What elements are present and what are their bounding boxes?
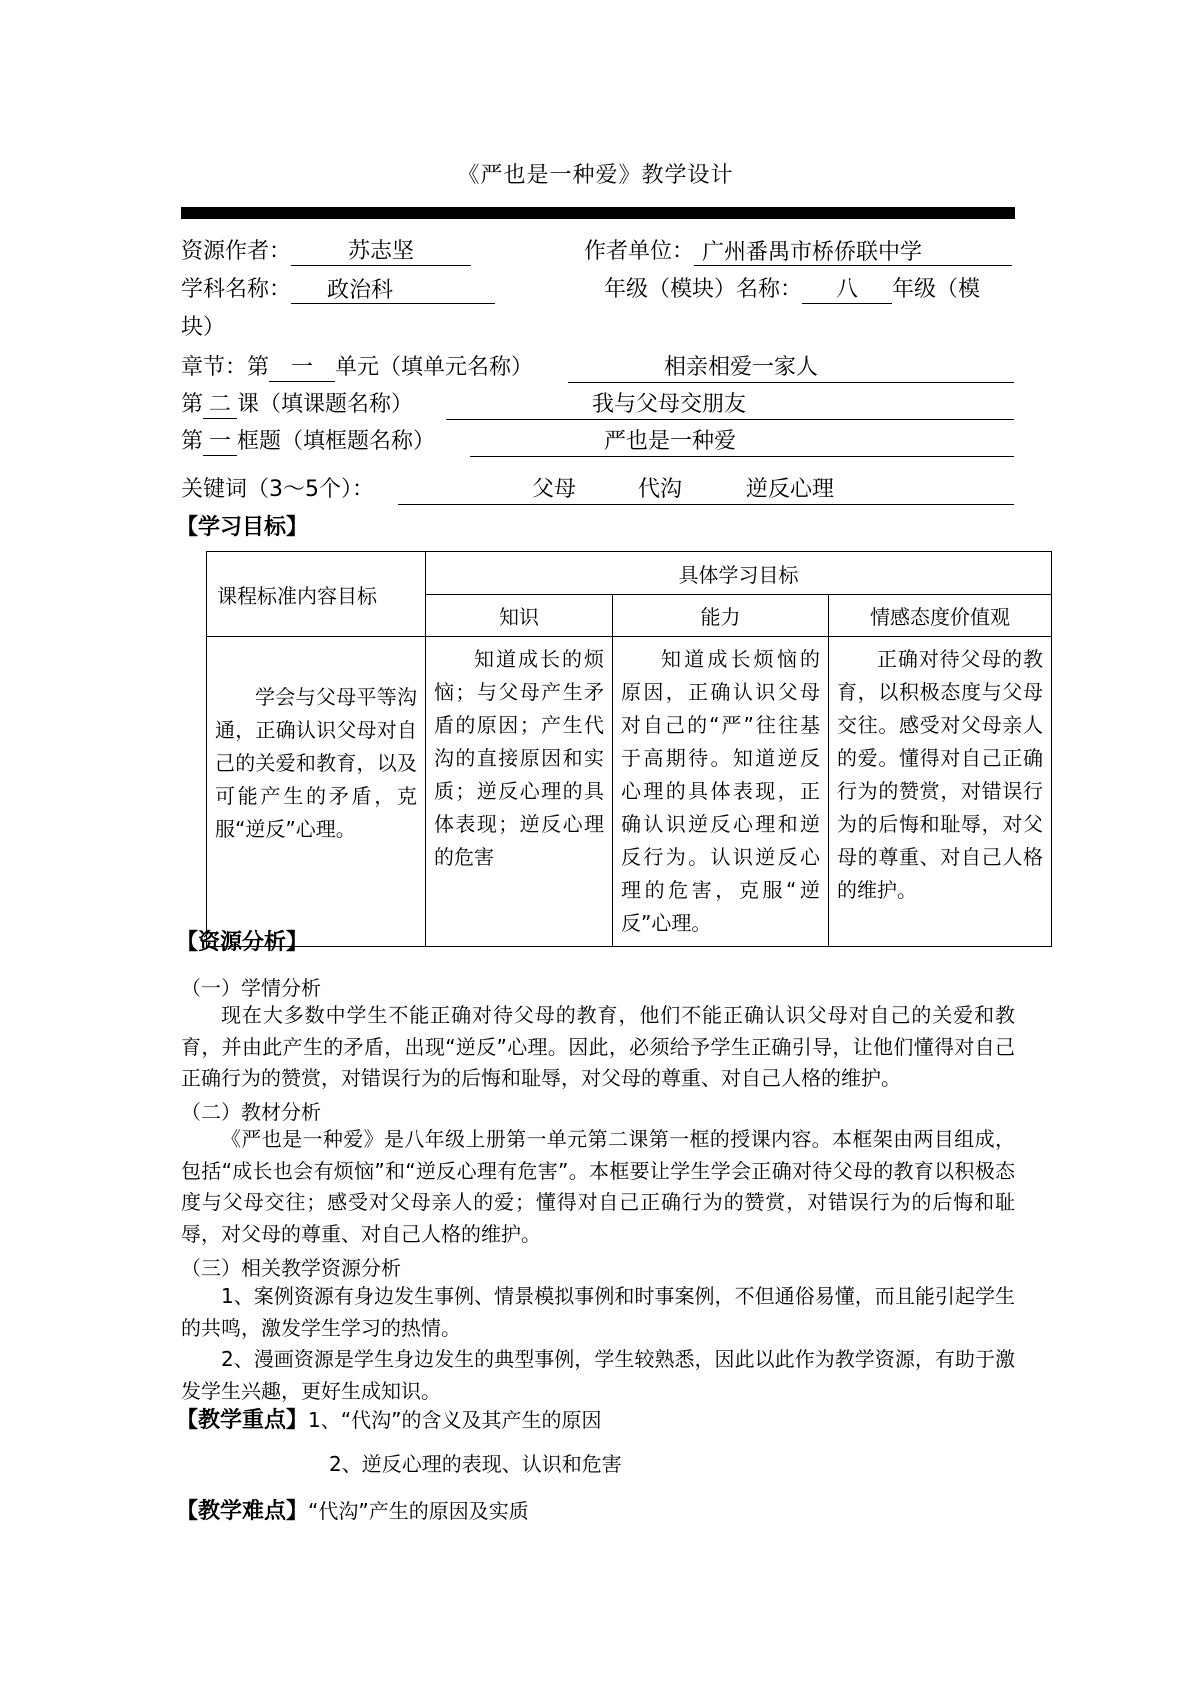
- difficulty-text: “代沟”产生的原因及实质: [308, 1499, 529, 1523]
- keyword-3: 逆反心理: [746, 477, 835, 502]
- goals-heading: 【学习目标】: [176, 515, 309, 540]
- keywords-label: 关键词（3～5个）：: [181, 477, 374, 502]
- frame-name: 严也是一种爱: [604, 429, 737, 454]
- analysis-s3-p1: 1、案例资源有身边发生事例、情景模拟事例和时事案例，不但通俗易懂，而且能引起学生的共鸣，激发学生学习的热情。: [181, 1284, 1015, 1340]
- chapter-name-field: [568, 354, 1014, 383]
- header-standard: 课程标准内容目标: [207, 552, 426, 637]
- author-line: [181, 238, 471, 266]
- author-value: 苏志坚: [291, 238, 471, 266]
- grade-label: 年级（模块）名称：: [604, 277, 803, 302]
- cell-emotion: [829, 637, 1052, 947]
- author-label: 资源作者：: [181, 239, 292, 264]
- analysis-s3-title: （三）相关教学资源分析: [181, 1256, 401, 1280]
- lesson-name: 我与父母交朋友: [592, 392, 747, 417]
- chapter-line: [181, 354, 533, 382]
- subject-line: [181, 276, 495, 304]
- cell-knowledge: [426, 637, 613, 947]
- frame-prefix: 第: [181, 429, 204, 454]
- lesson-number: 二: [203, 391, 237, 419]
- emotion-text: 正确对待父母的教育，以积极态度与父母交往。感受对父母亲人的爱。懂得对自己正确行为的赞赏，对错误行为的后悔和耻辱，对父母的尊重、对自己人格的维护。: [837, 647, 1044, 902]
- document-title: 《严也是一种爱》教学设计: [457, 163, 734, 188]
- difficulty-line: [176, 1497, 529, 1526]
- chapter-name: 相亲相爱一家人: [664, 355, 819, 380]
- grade-wrap: 块）: [181, 315, 226, 340]
- unit-line: [584, 238, 1012, 266]
- key-points-heading: 【教学重点】: [176, 1408, 309, 1433]
- grade-suffix: 年级（模: [892, 277, 981, 302]
- lesson-prefix: 第: [181, 392, 204, 417]
- keyword-2: 代沟: [638, 477, 683, 502]
- key-point-1: 1、“代沟”的含义及其产生的原因: [308, 1408, 602, 1432]
- standard-text: 学会与父母平等沟通，正确认识父母对自己的关爱和教育，以及可能产生的矛盾，克服“逆反”心理。: [215, 685, 417, 841]
- header-ability: 能力: [613, 595, 829, 637]
- ability-text: 知道成长烦恼的原因，正确认识父母对自己的“严”往往基于高期待。知道逆反心理的具体表现，正确认识逆反心理和逆反行为。认识逆反心理的危害，克服“逆反”心理。: [621, 647, 820, 935]
- analysis-s1-title: （一）学情分析: [181, 976, 321, 1000]
- frame-name-field: [470, 428, 1014, 457]
- key-point-2: 2、逆反心理的表现、认识和危害: [329, 1452, 622, 1476]
- keyword-1: 父母: [532, 477, 577, 502]
- difficulty-heading: 【教学难点】: [176, 1499, 309, 1524]
- frame-mid: 框题（填框题名称）: [237, 429, 436, 454]
- header-knowledge: 知识: [426, 595, 613, 637]
- unit-label: 作者单位：: [584, 239, 695, 264]
- header-emotion: 情感态度价值观: [829, 595, 1052, 637]
- keywords-field: [398, 476, 1014, 505]
- goals-table: [206, 551, 1052, 947]
- chapter-number: 一: [269, 354, 335, 382]
- analysis-s2-title: （二）教材分析: [181, 1100, 321, 1124]
- grade-value: 八: [802, 276, 892, 304]
- unit-value: 广州番禺市桥侨联中学: [694, 239, 1012, 266]
- analysis-s2-text: 《严也是一种爱》是八年级上册第一单元第二课第一框的授课内容。本框架由两目组成，包括“成长也会有烦恼”和“逆反心理有危害”。本框要让学生学会正确对待父母的教育以积极态度与父母交往；感受对父母亲人的爱；懂得对自己正确行为的赞赏，对错误行为的后悔和耻辱，对父母的尊重、对自己人格的维护。: [181, 1127, 1015, 1246]
- chapter-mid: 单元（填单元名称）: [335, 355, 534, 380]
- cell-ability: [613, 637, 829, 947]
- frame-number: 一: [203, 428, 237, 456]
- analysis-s3-p2: 2、漫画资源是学生身边发生的典型事例，学生较熟悉，因此以此作为教学资源，有助于激发学生兴趣，更好生成知识。: [181, 1347, 1015, 1403]
- header-specific: 具体学习目标: [426, 552, 1052, 595]
- grade-line: [604, 276, 980, 304]
- title-divider: [181, 207, 1015, 219]
- frame-line: [181, 428, 435, 456]
- analysis-heading: 【资源分析】: [176, 930, 309, 955]
- cell-standard: [207, 637, 426, 947]
- chapter-prefix: 章节：第: [181, 355, 270, 380]
- analysis-s1-text: 现在大多数中学生不能正确对待父母的教育，他们不能正确认识父母对自己的关爱和教育，并由此产生的矛盾，出现“逆反”心理。因此，必须给予学生正确引导，让他们懂得对自己正确行为的赞赏，对错误行为的后悔和耻辱，对父母的尊重、对自己人格的维护。: [181, 1003, 1015, 1090]
- lesson-name-field: [446, 391, 1014, 420]
- lesson-line: [181, 391, 413, 419]
- key-points-line: [176, 1406, 601, 1435]
- knowledge-text: 知道成长的烦恼；与父母产生矛盾的原因；产生代沟的直接原因和实质；逆反心理的具体表现；逆反心理的危害: [434, 647, 604, 869]
- subject-value: 政治科: [291, 277, 495, 304]
- subject-label: 学科名称：: [181, 277, 292, 302]
- lesson-mid: 课（填课题名称）: [237, 392, 414, 417]
